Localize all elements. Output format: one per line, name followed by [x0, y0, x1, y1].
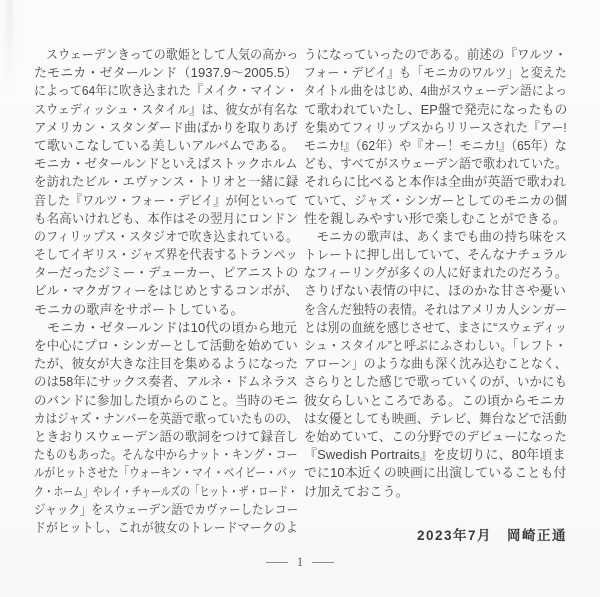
text-line: ビル・マクガフィーをはじめとするコンボが、 — [34, 283, 299, 299]
text-line: スウェディッシュ・スタイル』は、彼女が有名な — [34, 101, 299, 117]
text-line: モニカの歌声は、あくまでも曲の持ち味をス — [304, 228, 568, 244]
text-line: モニカ・ゼタールンドといえばストックホルム — [34, 156, 298, 172]
text-line: のは58年にサックス奏者、アルネ・ドムネラス — [34, 374, 298, 390]
text-line: を集めてフィリップスからリリースされた『アー! — [304, 119, 567, 135]
text-line: のバンドに参加した頃からのこと。当時のモニ — [34, 392, 299, 408]
text-line: け加えておこう。 — [304, 483, 409, 499]
text-line: さりげない表情の中に、ほのかな甘さや憂い — [304, 283, 567, 299]
text-line: シュ・スタイル”と呼ぶにふさわしい。「レフト・ — [304, 338, 567, 353]
text-line: カはジャズ・ナンバーを英語で歌っていたものの、 — [34, 410, 298, 426]
text-line: フォー・デビイ』も「モニカのワルツ」と変えた — [304, 65, 567, 81]
text-column-right — [304, 46, 567, 501]
text-line: も名高いけれども、本作はその翌月にロンドン — [34, 210, 299, 226]
text-line: ターだったジミー・デューカー、ピアニストの — [34, 265, 299, 281]
text-line: とは別の血統を感じさせて、まさに“スウェディッ — [304, 319, 567, 335]
text-line: モニカ・ゼタールンドは10代の頃から地元 — [34, 319, 297, 335]
text-line: によって64年に吹き込まれた『メイク・マイン・ — [34, 83, 298, 99]
text-line: うになっていったのである。前述の『ワルツ・ — [304, 47, 567, 62]
page-number-dash-right — [312, 562, 334, 563]
page-number-dash-left — [266, 562, 288, 563]
text-line: ドがヒットし、これが彼女のトレードマークのよ — [34, 519, 298, 535]
text-line: 性を親しみやすい形で楽しむことができる。 — [304, 210, 567, 226]
text-line: のフィリップス・スタジオで吹き込まれている。 — [34, 228, 299, 244]
text-line: 彼女らしいところである。この頃からモニカ — [304, 392, 566, 408]
page-number-value: 1 — [296, 555, 304, 569]
text-line: ジャック」をスウェーデン語でカヴァーしたレコー — [34, 501, 299, 517]
text-column-left — [34, 46, 298, 537]
author-signature: 2023年7月 岡崎正通 — [416, 528, 567, 543]
text-line: アメリカン・スタンダード曲ばかりを取りあげ — [34, 119, 298, 135]
text-line: たものもあった。そんな中からナット・キング・コー — [34, 447, 298, 463]
text-line: なフィーリングが多くの人に好まれたのだろう。 — [304, 265, 567, 281]
text-line: を中心にプロ・シンガーとして活動を始めてい — [34, 338, 298, 353]
text-line: そしてイギリス・ジャズ界を代表するトランペッ — [34, 247, 298, 263]
text-line: モニカ!』（62年）や『オー！モニカ!』（65年）な — [304, 137, 567, 153]
text-line: て歌いこなしている美しいアルバムである。 — [34, 137, 295, 153]
text-line: それらに比べると本作は全曲が英語で歌われ — [304, 174, 567, 190]
text-line: を始めていて、この分野でのデビューになった — [304, 428, 567, 444]
text-line: ルがヒットさせた「ウォーキン・マイ・ベイビー・バッ — [34, 465, 298, 481]
scan-crease-shadow — [6, 0, 13, 90]
text-line: スウェーデンきっての歌姫として人気の高かっ — [34, 47, 299, 62]
text-line: を訪れたビル・エヴァンス・トリオと一緒に録 — [34, 174, 299, 190]
text-line: たモニカ・ゼタールンド（1937.9～2005.5） — [34, 65, 298, 81]
text-line: でに10本近くの映画に出演していることも付 — [304, 465, 567, 481]
text-line: モニカの歌声をサポートしている。 — [34, 301, 244, 317]
text-line: 音した『ワルツ・フォー・デビイ』が何といって — [34, 192, 298, 208]
text-line: を含んだ独特の表情。それはアメリカ人シンガー — [304, 301, 567, 317]
page-number — [0, 556, 600, 569]
text-line: は女優としても映画、テレビ、舞台などで活動 — [304, 410, 567, 426]
text-line: ていて、ジャズ・シンガーとしてのモニカの個 — [304, 192, 568, 208]
text-line: タイトル曲をはじめ、4曲がスウェーデン語によっ — [304, 83, 567, 99]
text-line: 『Swedish Portraits』を皮切りに、80年頃ま — [304, 447, 566, 463]
text-line: たが、彼女が大きな注目を集めるようになった — [34, 356, 299, 372]
text-line: アローン」のような曲も深く沈み込むことなく、 — [304, 356, 567, 372]
text-line: ども、すべてがスウェーデン語で歌われていた。 — [304, 156, 568, 172]
text-line: ときおりスウェーデン語の歌詞をつけて録音し — [34, 428, 299, 444]
text-line: て歌われていたし、EP盤で発売になったもの — [304, 101, 568, 117]
text-line: さらりとした感じで歌っていくのが、いかにも — [304, 374, 568, 390]
text-line: トレートに押し出していて、そんなナチュラル — [304, 247, 568, 263]
text-line: ク・ホーム」やレイ・チャールズの「ヒット・ザ・ロード・ — [34, 483, 298, 499]
